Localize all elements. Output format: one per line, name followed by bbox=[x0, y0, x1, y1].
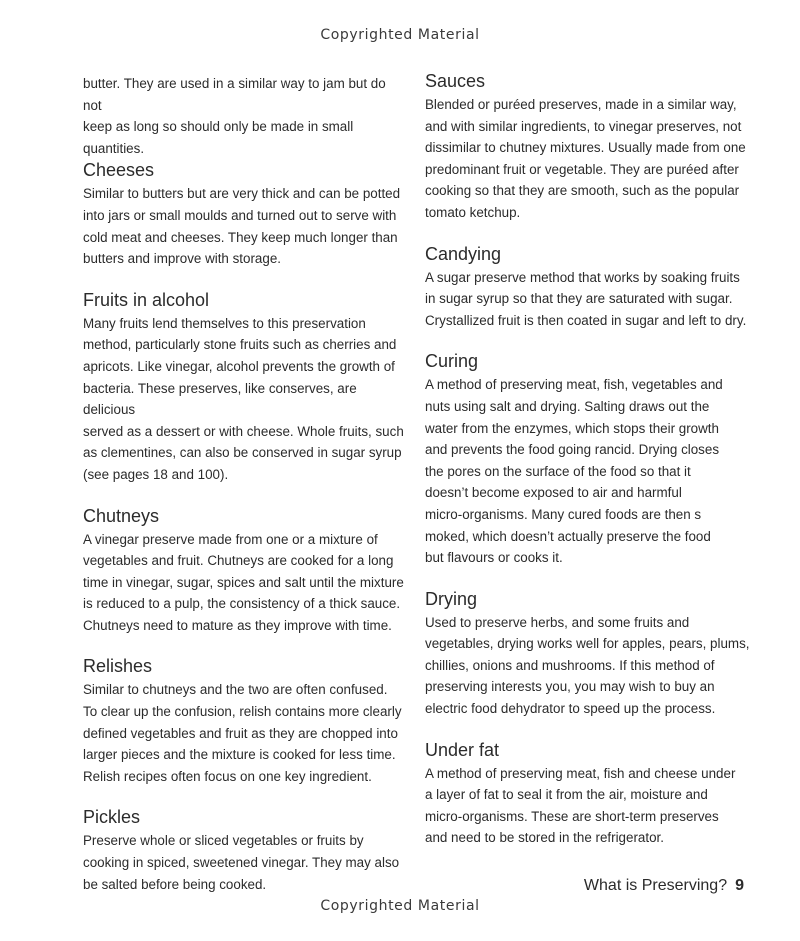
copyright-notice-bottom: Copyrighted Material bbox=[320, 898, 480, 914]
section-fruits-in-alcohol bbox=[83, 289, 408, 486]
section-heading: Candying bbox=[425, 243, 502, 264]
section-heading: Chutneys bbox=[83, 505, 160, 526]
section-relishes bbox=[83, 655, 408, 787]
section-pickles bbox=[83, 806, 408, 895]
section-body: Used to preserve herbs, and some fruits and vegetables, drying works well for apples, pears, plums, chillies, onions and mushrooms. If this method of preserving interests you, you may wish to buy an electric food dehydrator to speed up the process. bbox=[425, 614, 750, 717]
section-heading: Under fat bbox=[425, 739, 500, 760]
section-heading: Fruits in alcohol bbox=[83, 289, 210, 310]
section-cheeses bbox=[83, 159, 408, 269]
section-body: A method of preserving meat, fish and cheese under a layer of fat to seal it from the air, moisture and micro-organisms. These are short-term preserves and need to be stored in the refrigerator. bbox=[425, 765, 736, 846]
section-heading: Sauces bbox=[425, 71, 486, 91]
section-candying bbox=[425, 243, 750, 332]
section-heading: Curing bbox=[425, 351, 479, 372]
section-heading: Cheeses bbox=[83, 160, 155, 181]
section-heading: Pickles bbox=[83, 807, 141, 828]
section-body: Many fruits lend themselves to this preservation method, particularly stone fruits such as cherries and apricots. Like vinegar, alcohol prevents the growth of bacteria. These preserves, like conserves, are delicious served as a dessert or with cheese. Whole fruits, such as clementines, can also be conserved in sugar syrup (see pages 18 and 100). bbox=[83, 315, 404, 482]
section-heading: Relishes bbox=[83, 656, 153, 677]
left-column bbox=[83, 70, 408, 914]
section-body: Similar to chutneys and the two are often confused. To clear up the confusion, relish contains more clearly defined vegetables and fruit as they are chopped into larger pieces and the mixture is cooked for less time. Relish recipes often focus on one key ingredient. bbox=[83, 682, 402, 784]
section-heading: Drying bbox=[425, 588, 478, 609]
lead-paragraph: butter. They are used in a similar way to jam but do not keep as long so should only be made in small quantities. bbox=[83, 76, 386, 156]
section-body: Blended or puréed preserves, made in a similar way, and with similar ingredients, to vinegar preserves, not dissimilar to chutney mixtures. Usually made from one predominant fruit or vegetable. They are puréed after cooking so that they are smooth, such as the popular tomato ketchup. bbox=[425, 97, 746, 220]
section-body: Similar to butters but are very thick and can be potted into jars or small moulds and turned out to serve with cold meat and cheeses. They keep much longer than butters and improve with storage. bbox=[83, 186, 401, 267]
section-body: A sugar preserve method that works by soaking fruits in sugar syrup so that they are saturated with sugar. Crystallized fruit is then coated in sugar and left to dry. bbox=[425, 269, 747, 328]
copyright-notice-top: Copyrighted Material bbox=[320, 27, 480, 43]
section-curing bbox=[425, 350, 750, 568]
section-drying bbox=[425, 588, 750, 720]
section-body: Preserve whole or sliced vegetables or fruits by cooking in spiced, sweetened vinegar. They may also be salted before being cooked. bbox=[83, 833, 400, 892]
page-footer bbox=[584, 877, 744, 895]
section-chutneys bbox=[83, 505, 408, 637]
section-body: A method of preserving meat, fish, vegetables and nuts using salt and drying. Salting draws out the water from the enzymes, which stops their growth and prevents the food going rancid. Drying closes the pores on the surface of the food so that it doesn’t become exposed to air and harmful micro-organisms. Many cured foods are then s moked, which doesn’t actually preserve the food but flavours or cooks it. bbox=[425, 377, 723, 566]
running-title: What is Preserving? bbox=[583, 877, 728, 894]
section-sauces bbox=[425, 70, 750, 224]
page-number: 9 bbox=[735, 877, 744, 894]
right-column bbox=[425, 70, 750, 868]
section-under-fat bbox=[425, 739, 750, 849]
section-body: A vinegar preserve made from one or a mixture of vegetables and fruit. Chutneys are cooked for a long time in vinegar, sugar, spices and salt until the mixture is reduced to a pulp, the consistency of a thick sauce. Chutneys need to mature as they improve with time. bbox=[83, 531, 404, 633]
